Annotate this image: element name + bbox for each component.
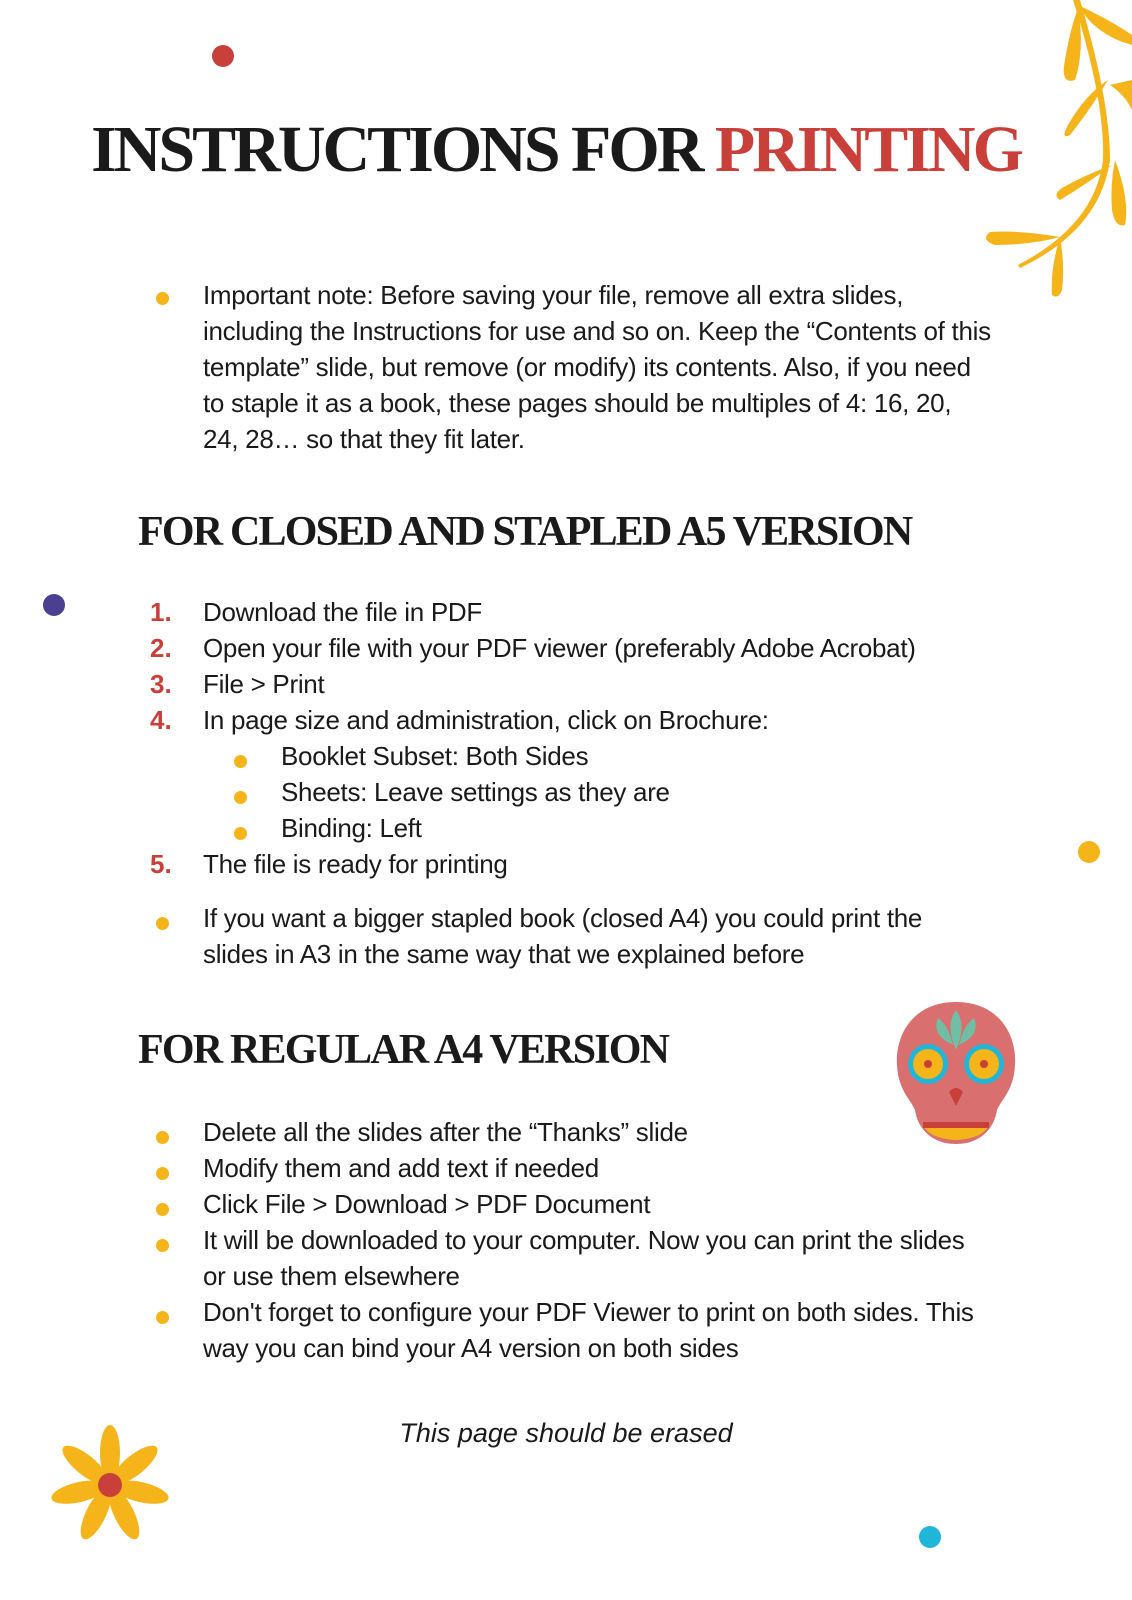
- a3-note: If you want a bigger stapled book (closed A4) you could print the slides in A3 in the same way that we explained before: [203, 903, 923, 969]
- step-text: Open your file with your PDF viewer (preferably Adobe Acrobat): [203, 633, 916, 663]
- footer-note: This page should be erased: [399, 1418, 733, 1448]
- a4-bullet: Modify them and add text if needed: [203, 1153, 599, 1183]
- cyan-dot-decoration: [919, 1526, 941, 1548]
- a4-bullet: It will be downloaded to your computer. Now you can print the slides or use them elsewhere: [203, 1225, 965, 1291]
- page-title: [0, 112, 1122, 188]
- step-number: 4.: [150, 705, 172, 735]
- step-number: 5.: [150, 849, 172, 879]
- bullet-icon: [156, 1167, 169, 1180]
- title-part1: INSTRUCTIONS FOR: [91, 113, 715, 186]
- bullet-icon: [234, 827, 247, 840]
- bullet-icon: [234, 791, 247, 804]
- step-number: 1.: [150, 597, 172, 627]
- section-heading-a5: FOR CLOSED AND STAPLED A5 VERSION: [138, 509, 912, 555]
- bullet-icon: [234, 755, 247, 768]
- bullet-icon: [156, 1131, 169, 1144]
- a4-bullet: Don't forget to configure your PDF Viewer to print on both sides. This way you can bind your A4 version on both sides: [203, 1297, 974, 1363]
- bullet-icon: [156, 1311, 169, 1324]
- bullet-icon: [156, 1239, 169, 1252]
- bullet-icon: [156, 1203, 169, 1216]
- substep-text: Binding: Left: [281, 813, 422, 843]
- section-heading-a4: FOR REGULAR A4 VERSION: [138, 1027, 669, 1073]
- substep-text: Sheets: Leave settings as they are: [281, 777, 670, 807]
- step-text: Download the file in PDF: [203, 597, 482, 627]
- bullet-icon: [156, 292, 169, 305]
- red-dot-decoration: [212, 45, 234, 67]
- step-number: 2.: [150, 633, 172, 663]
- bullet-icon: [156, 917, 169, 930]
- substep-text: Booklet Subset: Both Sides: [281, 741, 589, 771]
- step-text: The file is ready for printing: [203, 849, 508, 879]
- title-accent: PRINTING: [714, 113, 1021, 186]
- step-text: In page size and administration, click on Brochure:: [203, 705, 769, 735]
- step-number: 3.: [150, 669, 172, 699]
- important-note: Important note: Before saving your file, remove all extra slides, including the Instructions for use and so on. Keep the “Contents of this template” slide, but remove (or modify) its contents. Also, if you need to staple it as a book, these pages should be multiples of 4: 16, 20, 24, 28… so that they fit later.: [203, 280, 991, 454]
- a4-bullet: Click File > Download > PDF Document: [203, 1189, 651, 1219]
- yellow-dot-decoration: [1078, 841, 1100, 863]
- purple-dot-decoration: [43, 594, 65, 616]
- step-text: File > Print: [203, 669, 325, 699]
- a4-bullet: Delete all the slides after the “Thanks” slide: [203, 1117, 688, 1147]
